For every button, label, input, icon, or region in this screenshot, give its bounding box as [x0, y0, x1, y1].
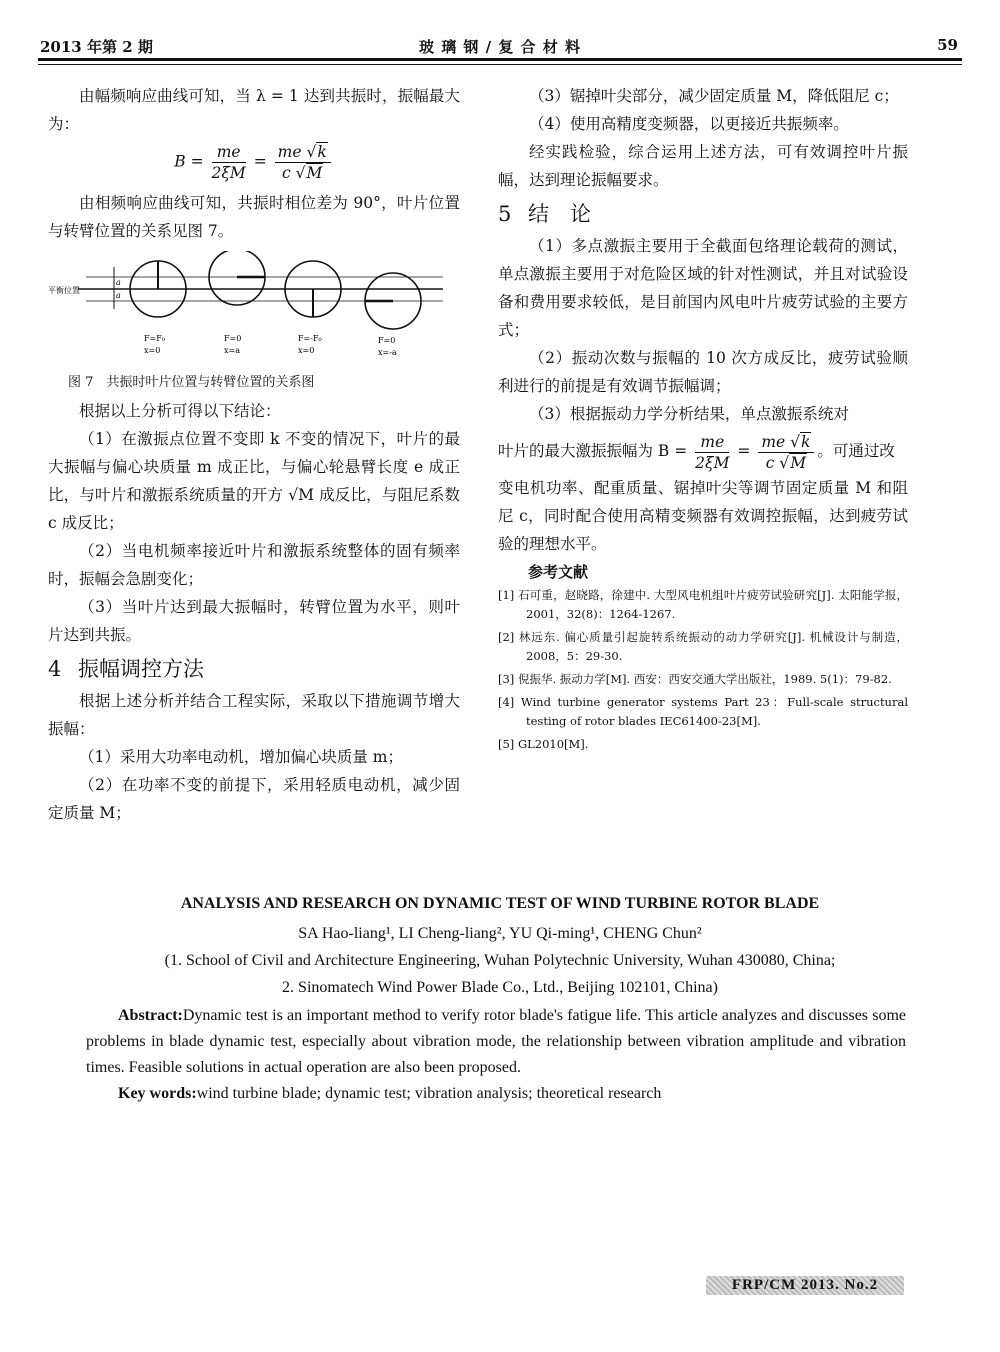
keywords-text: wind turbine blade; dynamic test; vibration analysis; theoretical research [196, 1085, 662, 1102]
figure-7-diagram [48, 251, 460, 363]
conclusion-item: （3）当叶片达到最大振幅时，转臂位置为水平，则叶片达到共振。 [48, 598, 460, 644]
method-item: （1）采用大功率电动机，增加偏心块质量 m； [79, 748, 403, 766]
references-list [498, 586, 908, 754]
right-column [498, 82, 908, 758]
reference-item: [1] 石可重，赵晓路，徐建中. 大型风电机组叶片疲劳试验研究[J]. 太阳能学报，2001，32(8)：1264-1267. [498, 588, 908, 621]
reference-item: [4] Wind turbine generator systems Part 23：Full-scale structural testing of rotor blades IEC61400-23[M]. [498, 695, 908, 728]
svg-text:F=-F₀: F=-F₀ [298, 334, 322, 343]
svg-text:F=0: F=0 [378, 336, 396, 345]
journal-footer-badge: FRP/CM 2013. No.2 [706, 1276, 904, 1295]
section-heading-5: 5 结 论 [498, 202, 591, 226]
conclusion-item: （1）在激振点位置不变即 k 不变的情况下，叶片的最大振幅与偏心块质量 m 成正比，与偏心轮悬臂长度 e 成正比，与叶片和激振系统质量的开方 √M 成反比，与阻尼系数 c 成反比； [48, 430, 460, 532]
balance-position-label: 平衡位置 [48, 286, 80, 295]
reference-item: [5] GL2010[M]. [498, 737, 589, 751]
page-number: 59 [937, 36, 958, 54]
header-rule-thin [38, 64, 962, 65]
svg-text:x=-a: x=-a [378, 348, 397, 357]
reference-item: [3] 倪振华. 振动力学[M]. 西安：西安交通大学出版社，1989. 5(1)：79-82. [498, 672, 892, 686]
affiliation-1: (1. School of Civil and Architecture Engineering, Wuhan Polytechnic University, Wuhan 430080, China; [164, 952, 836, 969]
paragraph: 经实践检验，综合运用上述方法，可有效调控叶片振幅，达到理论振幅要求。 [498, 143, 908, 189]
english-abstract [86, 1003, 906, 1081]
svg-text:F=0: F=0 [224, 334, 242, 343]
conclusion-item: （2）振动次数与振幅的 10 次方成反比，疲劳试验顺利进行的前提是有效调节振幅调； [498, 349, 908, 395]
keywords-label: Key words: [118, 1085, 197, 1102]
svg-text:F=F₀: F=F₀ [144, 334, 166, 343]
paragraph: 根据以上分析可得以下结论： [79, 402, 281, 420]
english-title: ANALYSIS AND RESEARCH ON DYNAMIC TEST OF WIND TURBINE ROTOR BLADE [180, 895, 820, 912]
method-item: （3）锯掉叶尖部分，减少固定质量 M，降低阻尼 c； [529, 87, 899, 105]
conclusion-item: （2）当电机频率接近叶片和激振系统整体的固有频率时，振幅会急剧变化； [48, 542, 460, 588]
abstract-label: Abstract: [118, 1007, 183, 1024]
reference-item: [2] 林远东. 偏心质量引起旋转系统振动的动力学研究[J]. 机械设计与制造，2008，5：29-30. [498, 630, 908, 663]
method-item: （4）使用高精度变频器，以更接近共振频率。 [529, 115, 849, 133]
paragraph: 变电机功率、配重质量、锯掉叶尖等调节固定质量 M 和阻尼 c，同时配合使用高精变频器有效调控振幅，达到疲劳试验的理想水平。 [498, 479, 908, 553]
journal-name: 玻 璃 钢 / 复 合 材 料 [418, 38, 582, 56]
english-keywords [86, 1085, 906, 1103]
issue-label: 2013 年第 2 期 [40, 38, 153, 56]
left-column [48, 82, 460, 827]
paragraph: 由相频响应曲线可知，共振时相位差为 90°，叶片位置与转臂位置的关系见图 7。 [48, 194, 460, 240]
svg-text:a: a [116, 291, 121, 300]
paragraph: 由幅频响应曲线可知，当 λ = 1 达到共振时，振幅最大为： [48, 87, 460, 133]
conclusion-item: （3）根据振动力学分析结果，单点激振系统对 [529, 405, 849, 423]
section-heading-4: 4 振幅调控方法 [48, 657, 204, 681]
svg-text:x=0: x=0 [298, 346, 315, 355]
svg-text:x=a: x=a [224, 346, 240, 355]
header-rule-thick [38, 58, 962, 61]
inline-equation-line: 叶片的最大激振振幅为 B = $\frac{me}{2\xi M}$ = $\frac{me √k}{c √M}$ 。可通过改 [498, 432, 895, 472]
method-item: （2）在功率不变的前提下，采用轻质电动机，减少固定质量 M； [48, 776, 460, 822]
equation-amplitude: B = $\frac{me}{2\xi M}$ = $\frac{me √k}{c √M}$ [48, 142, 460, 183]
svg-text:x=0: x=0 [144, 346, 161, 355]
references-title: 参考文献 [528, 563, 589, 581]
figure-caption: 图 7 共振时叶片位置与转臂位置的关系图 [68, 375, 315, 390]
svg-text:a: a [116, 278, 121, 287]
abstract-text: Dynamic test is an important method to verify rotor blade's fatigue life. This article analyzes and discusses some problems in blade dynamic test, especially about vibration mode, the relationship between vibration amplitude and vibration times. Feasible solutions in actual operation are also been proposed. [86, 1007, 906, 1076]
paragraph: 根据上述分析并结合工程实际，采取以下措施调节增大振幅： [48, 692, 460, 738]
conclusion-item: （1）多点激振主要用于全截面包络理论载荷的测试，单点激振主要用于对危险区域的针对性测试，并且对试验设备和费用要求较低，是目前国内风电叶片疲劳试验的主要方式； [498, 237, 908, 339]
affiliation-2: 2. Sinomatech Wind Power Blade Co., Ltd., Beijing 102101, China) [282, 979, 718, 996]
english-authors: SA Hao-liang¹, LI Cheng-liang², YU Qi-ming¹, CHENG Chun² [298, 925, 702, 942]
